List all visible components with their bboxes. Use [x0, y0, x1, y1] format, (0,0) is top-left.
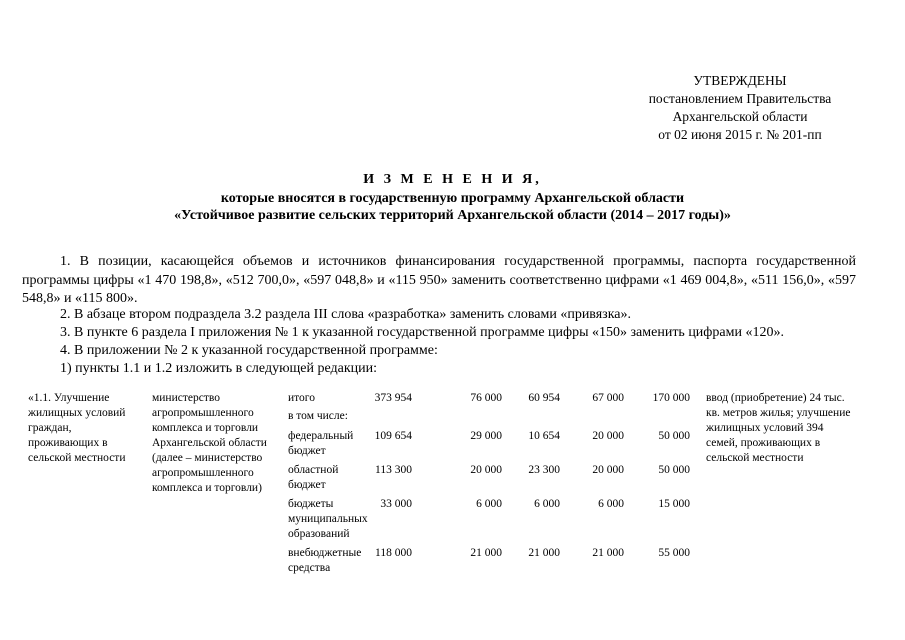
table-result: ввод (приобретение) 24 тыс. кв. метров жилья; улучшение жилищных условий 394 семей, проживающих в сельской местности	[706, 392, 851, 464]
table-cell: 60 954	[528, 392, 560, 404]
approval-line: постановлением Правительства	[648, 91, 832, 106]
table-cell: 23 300	[528, 464, 560, 476]
table-cell: 20 000	[592, 430, 624, 442]
table-row-label: в том числе:	[288, 410, 348, 422]
table-cell: 113 300	[375, 464, 412, 476]
table-cell: 170 000	[652, 392, 690, 404]
table-row-label: областной бюджет	[288, 464, 339, 491]
approval-date: от 02 июня 2015 г. № 201-пп	[658, 127, 822, 142]
table-cell: 20 000	[592, 464, 624, 476]
table-cell: 6 000	[598, 498, 624, 510]
table-cell: 76 000	[470, 392, 502, 404]
table-responsible: министерство агропромышленного комплекса и торговли Архангельской области (далее – министерство агропромышленного комплекса и торговли)	[152, 392, 267, 494]
paragraph-5: 1) пункты 1.1 и 1.2 изложить в следующей редакции:	[60, 361, 378, 376]
table-cell: 15 000	[658, 498, 690, 510]
approval-block	[620, 72, 860, 144]
table-cell: 21 000	[470, 547, 502, 559]
table-cell: 10 654	[528, 430, 560, 442]
table-item-name: «1.1. Улучшение жилищных условий граждан, проживающих в сельской местности	[28, 392, 126, 464]
table-cell: 20 000	[470, 464, 502, 476]
table-cell: 118 000	[375, 547, 412, 559]
approval-line: Архангельской области	[672, 109, 808, 124]
table-cell: 6 000	[534, 498, 560, 510]
paragraph-1: 1. В позиции, касающейся объемов и источников финансирования государственной программы, паспорта государственной программы цифры «1 470 198,8», «512 700,0», «597 048,8» и «115 950» заменить соответственно цифрами «1 469 004,8», «511 156,0», «597 548,8» и «115 800».	[22, 254, 856, 306]
table-cell: 50 000	[658, 464, 690, 476]
table-cell: 67 000	[592, 392, 624, 404]
table-cell: 109 654	[374, 430, 412, 442]
table-row-label: бюджеты муниципальных образований	[288, 498, 368, 540]
document-subtitle: которые вносятся в государственную программу Архангельской области	[220, 191, 685, 206]
approval-title: УТВЕРЖДЕНЫ	[693, 73, 787, 88]
table-cell: 373 954	[374, 392, 412, 404]
table-cell: 29 000	[470, 430, 502, 442]
table-row-label: федеральный бюджет	[288, 430, 354, 457]
document-title: И З М Е Н Е Н И Я,	[363, 172, 542, 187]
table-cell: 6 000	[476, 498, 502, 510]
table-cell: 33 000	[380, 498, 412, 510]
paragraph-4: 4. В приложении № 2 к указанной государственной программе:	[60, 343, 438, 358]
paragraph-3: 3. В пункте 6 раздела I приложения № 1 к указанной государственной программе цифры «150» заменить цифрами «120».	[60, 325, 784, 340]
paragraph-2: 2. В абзаце втором подраздела 3.2 раздела III слова «разработка» заменить словами «привязка».	[60, 307, 632, 322]
table-row-label: итого	[288, 392, 315, 404]
table-cell: 21 000	[592, 547, 624, 559]
document-subtitle-program: «Устойчивое развитие сельских территорий Архангельской области (2014 – 2017 годы)»	[174, 208, 731, 223]
table-cell: 50 000	[658, 430, 690, 442]
table-row-label: внебюджетные средства	[288, 547, 362, 574]
table-cell: 21 000	[528, 547, 560, 559]
table-cell: 55 000	[658, 547, 690, 559]
